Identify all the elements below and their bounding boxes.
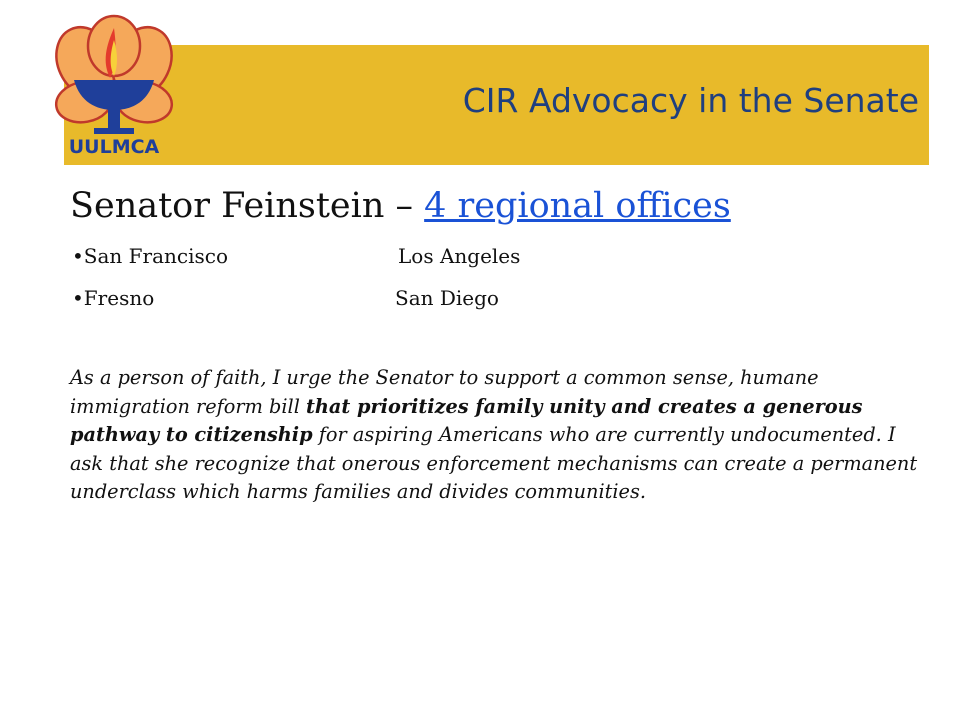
section-heading: [70, 186, 731, 226]
logo-text: UULMCA: [68, 136, 160, 158]
office-item: •Fresno: [72, 286, 155, 310]
message-part-2: for aspiring Americans who are currently undocumented. I ask that she recognize that onerous enforcement mechanisms can create a permanent underclass which harms families and divides communities.: [70, 423, 918, 504]
heading-prefix: Senator Feinstein –: [70, 186, 425, 226]
message-bold-part: that prioritizes family unity and creates a generous pathway to citizenship: [70, 394, 863, 447]
office-item: Los Angeles: [398, 244, 521, 268]
page-title: CIR Advocacy in the Senate: [462, 81, 919, 120]
advocacy-message: [70, 364, 930, 507]
message-part-1: As a person of faith, I urge the Senator to support a common sense, humane immigration reform bill: [70, 366, 819, 418]
office-item: San Diego: [395, 286, 499, 310]
regional-offices-link[interactable]: 4 regional offices: [424, 186, 731, 226]
uulmca-chalice-logo-icon: [44, 10, 184, 160]
office-row: [72, 244, 521, 268]
title-banner: [64, 45, 929, 165]
office-row: [72, 286, 499, 310]
office-item: •San Francisco: [72, 244, 229, 268]
